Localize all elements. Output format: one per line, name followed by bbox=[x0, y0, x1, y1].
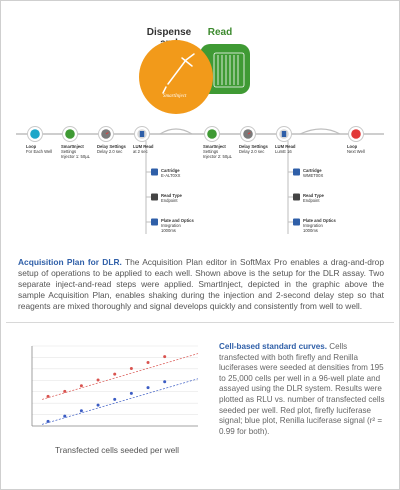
node-sub: Delay 2.0 sec bbox=[97, 149, 123, 154]
node-sub: LumE 16 bbox=[275, 149, 292, 154]
branch-step-label bbox=[303, 168, 337, 178]
x-axis-label: Transfected cells seeded per well bbox=[55, 445, 179, 455]
branch-title: Cartridge bbox=[161, 168, 180, 173]
branch-step-icon bbox=[151, 194, 158, 201]
node-sub: Settings bbox=[61, 149, 77, 154]
data-point bbox=[80, 409, 83, 412]
workflow-node-label bbox=[61, 144, 95, 159]
data-point bbox=[80, 384, 83, 387]
inject-icon bbox=[65, 129, 75, 139]
standard-curve-chart bbox=[20, 340, 210, 440]
data-point bbox=[97, 404, 100, 407]
data-point bbox=[113, 373, 116, 376]
branch-sub: Integration 1000ms bbox=[161, 223, 181, 233]
side-body: Cells transfected with both firefly and Renilla luciferases were seeded at densities from 195 to 25,000 cells per well in a 96-well plate and assayed using the DLR system. Results were plotted as RLU vs. number of transfected cells seeded per well. Red plot, firefly luciferase signal; blue plot, Renilla luciferase signal (r² = 0.99 for both). bbox=[219, 342, 385, 436]
branch-step-label bbox=[303, 218, 337, 233]
data-point bbox=[97, 378, 100, 381]
node-title: SmartInject bbox=[203, 144, 226, 149]
data-point bbox=[130, 392, 133, 395]
branch-sub: Endpoint bbox=[161, 198, 178, 203]
workflow-node-label bbox=[97, 144, 131, 154]
branch-step-label bbox=[303, 193, 337, 203]
branch-title: Plate and Optics bbox=[161, 218, 194, 223]
data-point bbox=[113, 398, 116, 401]
dispense-orange-circle bbox=[139, 40, 213, 114]
data-point bbox=[147, 386, 150, 389]
data-point bbox=[130, 367, 133, 370]
branch-sub: Integration 1000ms bbox=[303, 223, 323, 233]
node-title: Delay Settings bbox=[97, 144, 126, 149]
flow-connector bbox=[300, 129, 340, 134]
branch-step-icon bbox=[293, 219, 300, 226]
node-sub: Delay 2.0 sec bbox=[239, 149, 265, 154]
branch-sub: Endpoint bbox=[303, 198, 320, 203]
node-sub: Next Well bbox=[347, 149, 365, 154]
workflow-node-label bbox=[133, 144, 167, 154]
caption-body: The Acquisition Plan editor in SoftMax Pro enables a drag-and-drop setup of operations to be applied to each well. Shown above is the setup for the DLR assay. Two separate inject-and-read steps were applied. SmartInject, depicted in the graphic above the sample Acquisition Plan, enables shaking during the injection and 2-second delay step so that reagents are mixed thoroughly and signal develops quickly and consistently from well to well. bbox=[18, 257, 384, 311]
node-title: LUM Read bbox=[133, 144, 154, 149]
node-title: Loop bbox=[347, 144, 358, 149]
branch-step-icon bbox=[293, 194, 300, 201]
node-title: SmartInject bbox=[61, 144, 84, 149]
data-point bbox=[163, 355, 166, 358]
data-point bbox=[47, 395, 50, 398]
dispense-label-line1: Dispense bbox=[146, 27, 192, 38]
branch-title: Read Type bbox=[303, 193, 324, 198]
data-point bbox=[147, 361, 150, 364]
branch-step-label bbox=[161, 193, 195, 203]
node-title: LUM Read bbox=[275, 144, 296, 149]
branch-sub: WMET00X bbox=[303, 173, 324, 178]
workflow-node-label bbox=[26, 144, 60, 154]
node-title: Delay Settings bbox=[239, 144, 268, 149]
section-divider bbox=[6, 322, 394, 323]
data-point bbox=[63, 390, 66, 393]
node-sub: For Each Well bbox=[26, 149, 53, 154]
read-label: Read bbox=[207, 27, 233, 38]
workflow-node-label bbox=[347, 144, 381, 154]
node-sub2: Injector 1: 50µL bbox=[61, 154, 90, 159]
workflow-node-label bbox=[239, 144, 273, 154]
side-title: Cell-based standard curves. bbox=[219, 342, 327, 351]
branch-title: Plate and Optics bbox=[303, 218, 336, 223]
node-sub: at 2 sec bbox=[133, 149, 148, 154]
acquisition-caption bbox=[18, 257, 384, 312]
node-title: Loop bbox=[26, 144, 37, 149]
branch-sub: E-ALT0XX bbox=[161, 173, 181, 178]
caption-title: Acquisition Plan for DLR. bbox=[18, 257, 122, 267]
flow-connector bbox=[160, 129, 192, 134]
data-point bbox=[63, 415, 66, 418]
loop-end-icon bbox=[351, 129, 361, 139]
read-bar-icon bbox=[140, 131, 144, 137]
workflow-node-label bbox=[275, 144, 309, 154]
branch-step-icon bbox=[151, 169, 158, 176]
workflow-node-label bbox=[203, 144, 237, 159]
acquisition-plan-diagram bbox=[0, 118, 400, 248]
branch-step-icon bbox=[293, 169, 300, 176]
loop-icon bbox=[30, 129, 40, 139]
branch-title: Cartridge bbox=[303, 168, 322, 173]
inject-icon bbox=[207, 129, 217, 139]
node-sub2: Injector 2: 50µL bbox=[203, 154, 232, 159]
data-point bbox=[163, 380, 166, 383]
branch-step-icon bbox=[151, 219, 158, 226]
branch-step-label bbox=[161, 168, 195, 178]
brand-script: SmartInject bbox=[163, 94, 187, 99]
data-point bbox=[47, 420, 50, 423]
standard-curve-caption bbox=[219, 342, 387, 437]
node-sub: Settings bbox=[203, 149, 219, 154]
branch-step-label bbox=[161, 218, 195, 233]
branch-title: Read Type bbox=[161, 193, 182, 198]
read-bar-icon bbox=[282, 131, 286, 137]
series-fit-line bbox=[42, 379, 198, 425]
